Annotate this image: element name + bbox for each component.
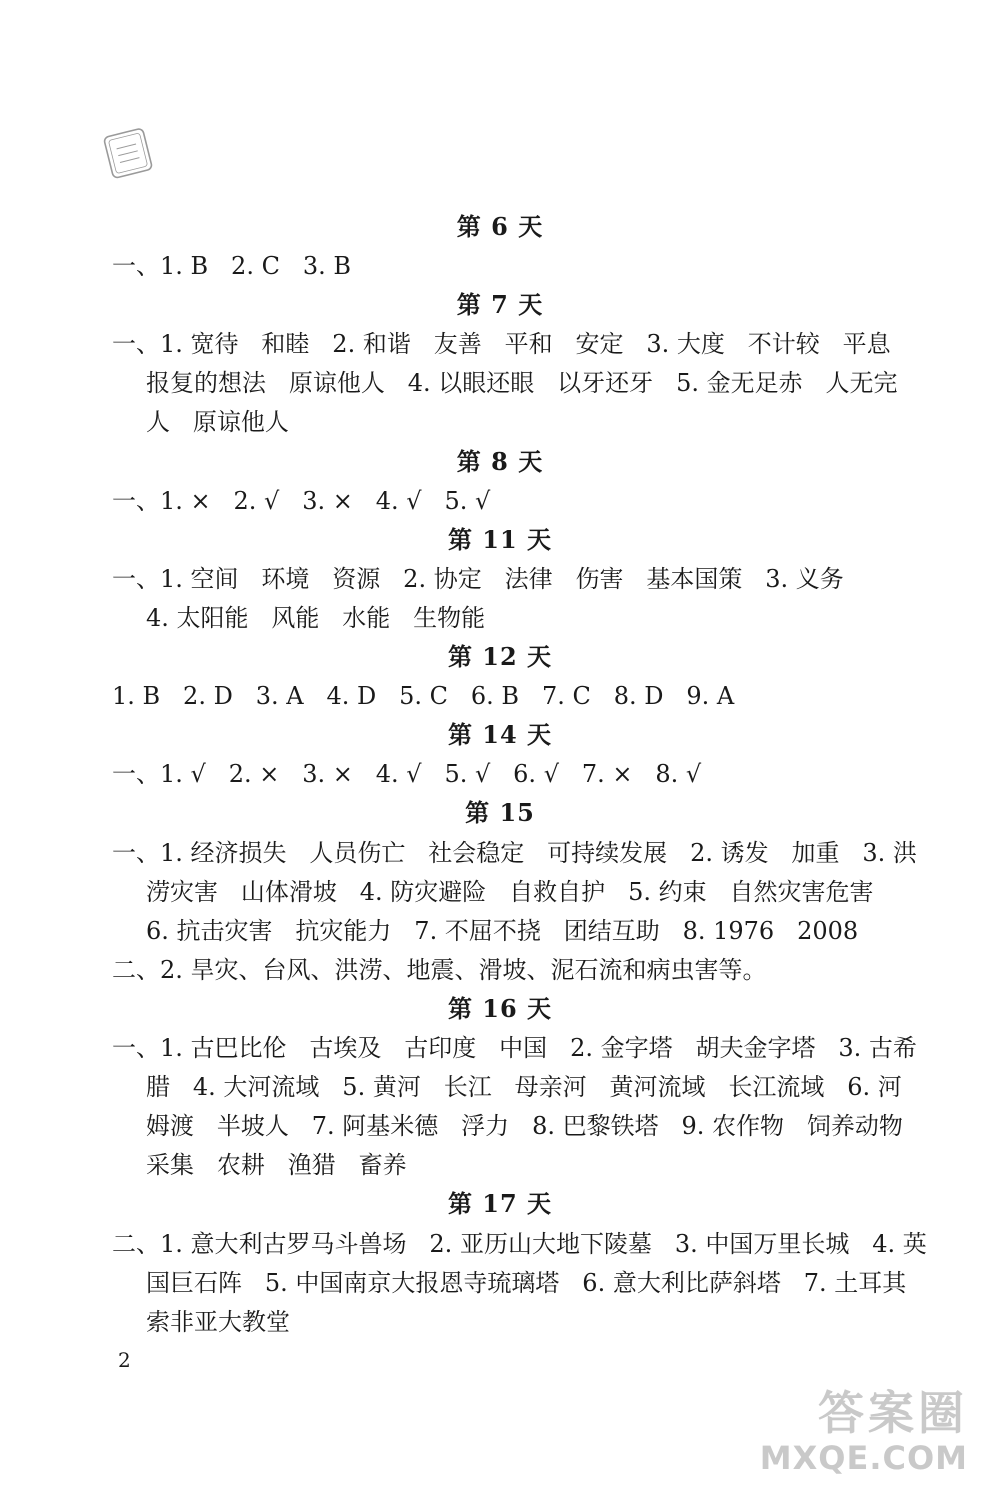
- answer-line: 一、1. × 2. √ 3. × 4. √ 5. √: [112, 487, 491, 515]
- answer-line: 索非亚大教堂: [146, 1308, 290, 1336]
- answer-line: 报复的想法 原谅他人 4. 以眼还眼 以牙还牙 5. 金无足赤 人无完: [146, 369, 898, 397]
- section-title-day16: 第 16 天: [447, 994, 553, 1023]
- answer-line: 二、1. 意大利古罗马斗兽场 2. 亚历山大地下陵墓 3. 中国万里长城 4. 英: [112, 1230, 927, 1258]
- answer-line: 一、1. B 2. C 3. B: [112, 252, 351, 280]
- section-title-day12: 第 12 天: [447, 642, 553, 671]
- answer-line: 一、1. 空间 环境 资源 2. 协定 法律 伤害 基本国策 3. 义务: [112, 565, 844, 593]
- watermark-url: MXQE.COM: [759, 1439, 968, 1477]
- stamp-icon: [100, 122, 158, 184]
- answer-line: 6. 抗击灾害 抗灾能力 7. 不屈不挠 团结互助 8. 1976 2008: [146, 917, 859, 945]
- answer-line: 一、1. 古巴比伦 古埃及 古印度 中国 2. 金字塔 胡夫金字塔 3. 古希: [112, 1034, 917, 1062]
- answer-line: 一、1. 宽待 和睦 2. 和谐 友善 平和 安定 3. 大度 不计较 平息: [112, 330, 891, 358]
- section-title-day8: 第 8 天: [456, 447, 544, 476]
- watermark-logo-text: 答案圈: [818, 1386, 968, 1440]
- answer-line: 涝灾害 山体滑坡 4. 防灾避险 自救自护 5. 约束 自然灾害危害: [146, 878, 874, 906]
- site-watermark: [760, 1387, 968, 1477]
- section-title-day14: 第 14 天: [447, 720, 553, 749]
- answer-line: 国巨石阵 5. 中国南京大报恩寺琉璃塔 6. 意大利比萨斜塔 7. 土耳其: [146, 1269, 907, 1297]
- answer-line: 采集 农耕 渔猎 畜养: [146, 1151, 407, 1179]
- section-title-day15: 第 15: [465, 798, 535, 827]
- answer-line: 二、2. 旱灾、台风、洪涝、地震、滑坡、泥石流和病虫害等。: [112, 956, 767, 984]
- section-title-day6: 第 6 天: [456, 212, 544, 241]
- answer-line: 1. B 2. D 3. A 4. D 5. C 6. B 7. C 8. D 9. A: [112, 682, 735, 710]
- section-title-day7: 第 7 天: [456, 290, 544, 319]
- section-title-day11: 第 11 天: [447, 525, 553, 554]
- section-title-day17: 第 17 天: [447, 1189, 553, 1218]
- answer-line: 4. 太阳能 风能 水能 生物能: [146, 604, 486, 632]
- answer-line: 腊 4. 大河流域 5. 黄河 长江 母亲河 黄河流域 长江流域 6. 河: [146, 1073, 902, 1101]
- answer-line: 姆渡 半坡人 7. 阿基米德 浮力 8. 巴黎铁塔 9. 农作物 饲养动物: [146, 1112, 903, 1140]
- answer-line: 一、1. 经济损失 人员伤亡 社会稳定 可持续发展 2. 诱发 加重 3. 洪: [112, 839, 917, 867]
- answer-line: 人 原谅他人: [146, 408, 289, 436]
- answer-line: 一、1. √ 2. × 3. × 4. √ 5. √ 6. √ 7. × 8. √: [112, 760, 702, 788]
- page-number: 2: [118, 1348, 131, 1372]
